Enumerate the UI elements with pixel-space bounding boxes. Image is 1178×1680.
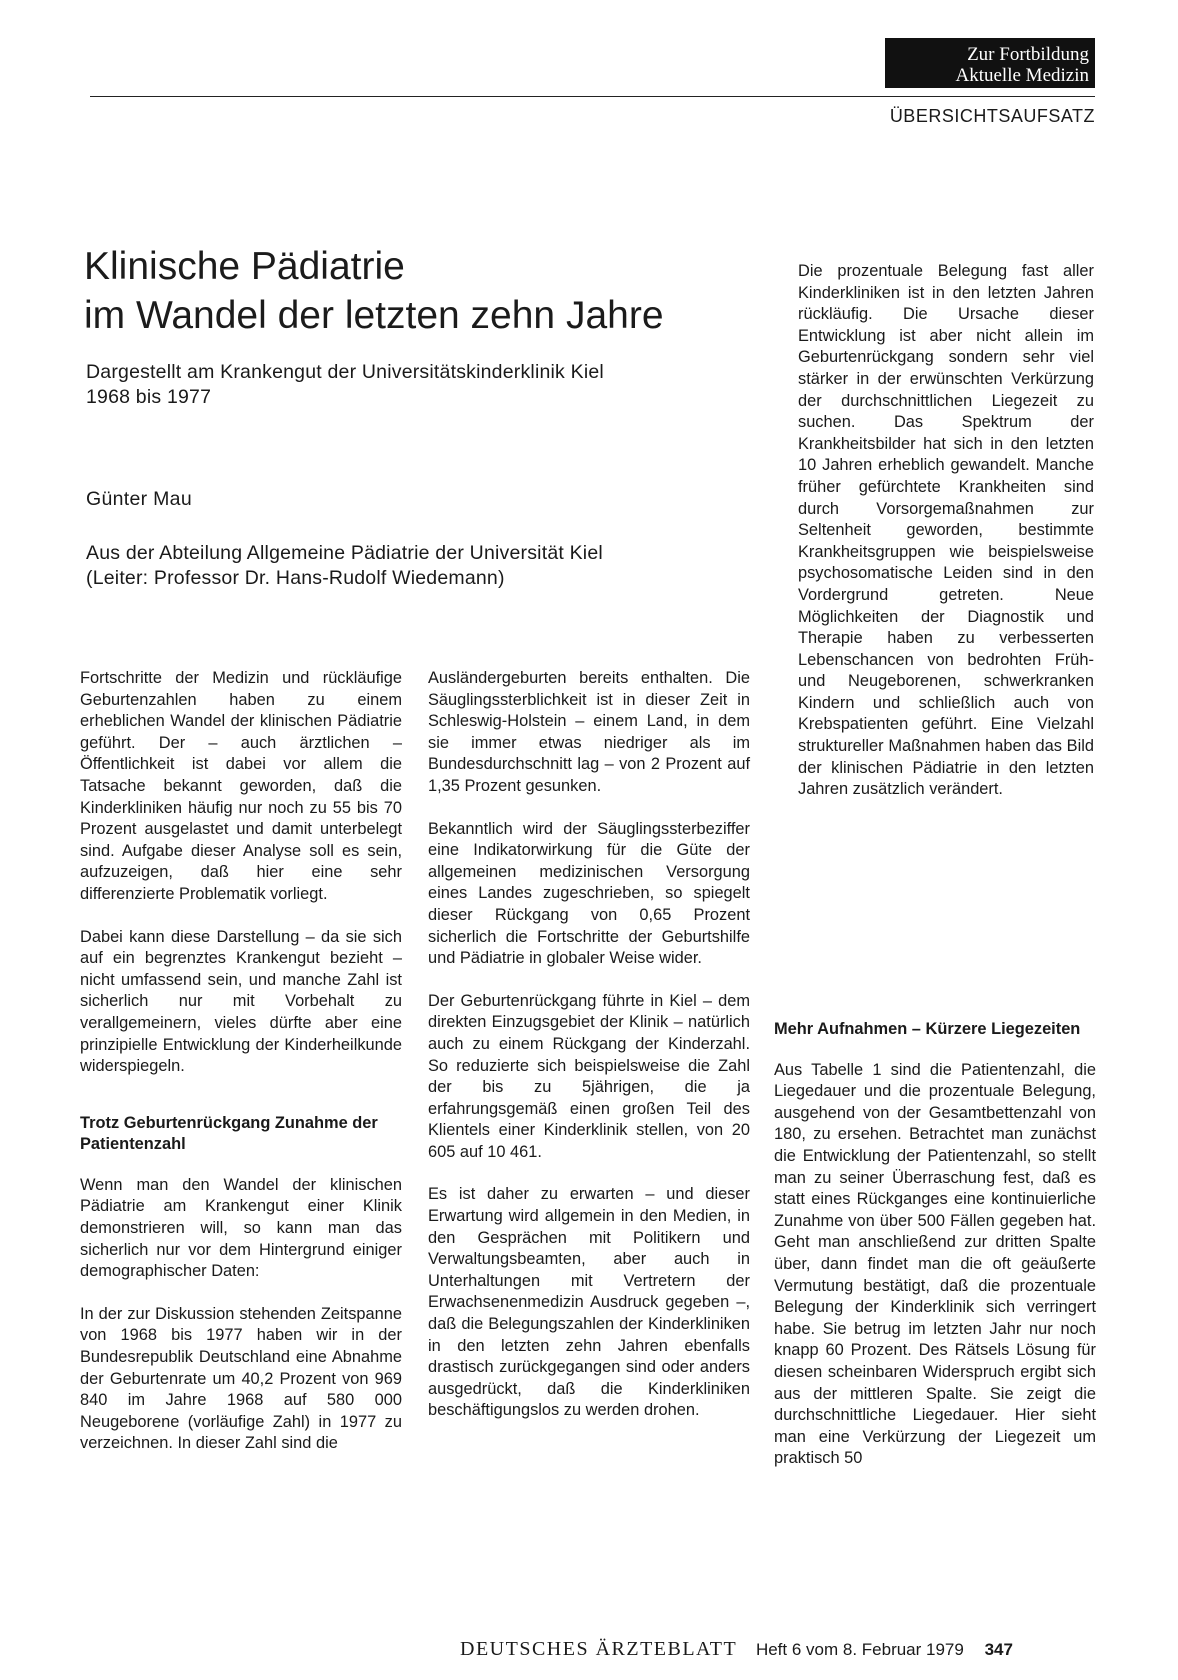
title-line-2: im Wandel der letzten zehn Jahre (84, 294, 664, 337)
subtitle-line-2: 1968 bis 1977 (86, 386, 212, 408)
badge-line-1: Zur Fortbildung (967, 44, 1089, 65)
title-line-1: Klinische Pädiatrie (84, 245, 405, 288)
paragraph: Aus Tabelle 1 sind die Patientenzahl, die Liegedauer und die prozentuale Belegung, ausgehend von der Gesamtbettenzahl von 180, zu ersehen. Betrachtet man zunächst die Entwicklung der Patientenzahl, so stellt man zu seiner Überraschung fest, daß es statt eines Rückganges eine kontinuierliche Zunahme von über 500 Fällen gegeben hat. Geht man anschließend zur dritten Spalte über, dann findet man die oft geäußerte Vermutung bestätigt, daß die prozentuale Belegung der Kinderklinik sich verringert habe. Sie betrug im letzten Jahr nur noch knapp 60 Prozent. Des Rätsels Lösung für diesen scheinbaren Widerspruch ergibt sich aus der mittleren Spalte. Sie zeigt die durchschnittliche Liegedauer. Hier sieht man eine Verkürzung der Liegezeit um praktisch 50 (774, 1060, 1096, 1468)
paragraph: Bekanntlich wird der Säuglingssterbeziffer eine Indikatorwirkung für die Güte der allgemeinen medizinischen Versorgung eines Landes zugeschrieben, so spiegelt dieser Rückgang von 0,65 Prozent sicherlich die Fortschritte der Geburtshilfe und Pädiatrie in globaler Weise wider. (428, 819, 750, 968)
badge-line-2: Aktuelle Medizin (955, 65, 1089, 86)
section-badge (885, 38, 1095, 88)
author-name: Günter Mau (86, 488, 192, 510)
paragraph: Es ist daher zu erwarten – und dieser Erwartung wird allgemein in den Medien, in den Gesprächen mit Politikern und Verwaltungsbeamten, aber auch in Unterhaltungen mit Vertretern der Erwachsenenmedizin Ausdruck gegeben –, daß die Belegungszahlen der Kinderkliniken in den letzten zehn Jahren ebenfalls drastisch zurückgegangen sind oder anders ausgedrückt, daß die Kinderkliniken beschäftigungslos zu werden drohen. (428, 1185, 750, 1420)
paragraph: Die prozentuale Belegung fast aller Kinderkliniken ist in den letzten Jahren rückläufig. Die Ursache dieser Entwicklung ist aber nicht allein im Geburtenrückgang sondern sehr viel stärker in der erwünschten Verkürzung der durchschnittlichen Liegezeit zu suchen. Das Spektrum der Krankheitsbilder hat sich in den letzten 10 Jahren erheblich gewandelt. Manche früher gefürchtete Krankheiten sind durch Vorsorgemaßnahmen zur Seltenheit geworden, bestimmte Krankheitsgruppen wie beispielsweise psychosomatische Leiden sind in den Vordergrund getreten. Neue Möglichkeiten der Diagnostik und Therapie haben zu verbesserten Lebenschancen von bedrohten Früh- und Neugeborenen, schwerkranken Kindern und schließlich auch von Krebspatienten geführt. Eine Vielzahl struktureller Maßnahmen haben das Bild der klinischen Pädiatrie in den letzten Jahren zusätzlich verändert. (798, 262, 1094, 799)
header-rule (90, 96, 1095, 97)
article-title (84, 242, 764, 340)
article-subtitle (86, 360, 726, 410)
paragraph: Wenn man den Wandel der klinischen Pädiatrie am Krankengut einer Klinik demonstrieren will, so kann man das sicherlich nur vor dem Hintergrund einiger demographischer Daten: (80, 1175, 402, 1281)
page-footer (460, 1638, 1013, 1661)
section-label: ÜBERSICHTSAUFSATZ (889, 106, 1095, 126)
paragraph: Der Geburtenrückgang führte in Kiel – dem direkten Einzugsgebiet der Klinik – natürlich auch zu einem Rückgang der Kinderzahl. So reduzierte sich beispielsweise die Zahl der bis zu 5jährigen, die ja erfahrungsgemäß einen großen Teil des Klientels einer Kinderklinik stellen, von 20 605 auf 10 461. (428, 991, 750, 1161)
issue-info: Heft 6 vom 8. Februar 1979 (755, 1640, 964, 1659)
text-column-3-top (798, 261, 1094, 822)
paragraph: In der zur Diskussion stehenden Zeitspanne von 1968 bis 1977 haben wir in der Bundesrepublik Deutschland eine Abnahme der Geburtenrate um 40,2 Prozent von 969 840 im Jahre 1968 auf 580 000 Neugeborene (vorläufige Zahl) in 1977 zu verzeichnen. In dieser Zahl sind die (80, 1304, 402, 1453)
affiliation-line-1: Aus der Abteilung Allgemeine Pädiatrie der Universität Kiel (86, 542, 603, 564)
page-number: 347 (984, 1640, 1013, 1659)
author-affiliation (86, 541, 726, 591)
section-heading: Trotz Geburtenrückgang Zunahme der Patientenzahl (80, 1113, 378, 1154)
subtitle-line-1: Dargestellt am Krankengut der Universitätskinderklinik Kiel (86, 361, 604, 383)
paragraph: Fortschritte der Medizin und rückläufige Geburtenzahlen haben zu einem erheblichen Wandel der klinischen Pädiatrie geführt. Der – auch ärztlichen – Öffentlichkeit ist dabei vor allem die Tatsache bekannt geworden, daß die Kinderkliniken häufig nur noch zu 55 bis 70 Prozent ausgelastet und damit unterbelegt sind. Aufgabe dieser Analyse soll es sein, aufzuzeigen, daß hier eine sehr differenzierte Problematik vorliegt. (80, 669, 402, 903)
paragraph: Dabei kann diese Darstellung – da sie sich auf ein begrenztes Krankengut bezieht – nicht umfassend sein, und manche Zahl ist sicherlich nur mit Vorbehalt zu verallgemeinern, vieles dürfte aber eine prinzipielle Entwicklung der Kinderheilkunde widerspiegeln. (80, 927, 402, 1076)
text-column-1 (80, 668, 402, 1476)
section-heading: Mehr Aufnahmen – Kürzere Liegezeiten (774, 1020, 1081, 1038)
text-column-2 (428, 668, 750, 1443)
text-column-3-bottom (774, 1019, 1096, 1491)
paragraph: Ausländergeburten bereits enthalten. Die Säuglingssterblichkeit ist in dieser Zeit in Schleswig-Holstein – einem Land, in dem sie immer etwas niedriger als im Bundesdurchschnitt lag – von 2 Prozent auf 1,35 Prozent gesunken. (428, 669, 750, 795)
journal-name: DEUTSCHES ÄRZTEBLATT (460, 1638, 738, 1660)
affiliation-line-2: (Leiter: Professor Dr. Hans-Rudolf Wiedemann) (86, 567, 505, 589)
